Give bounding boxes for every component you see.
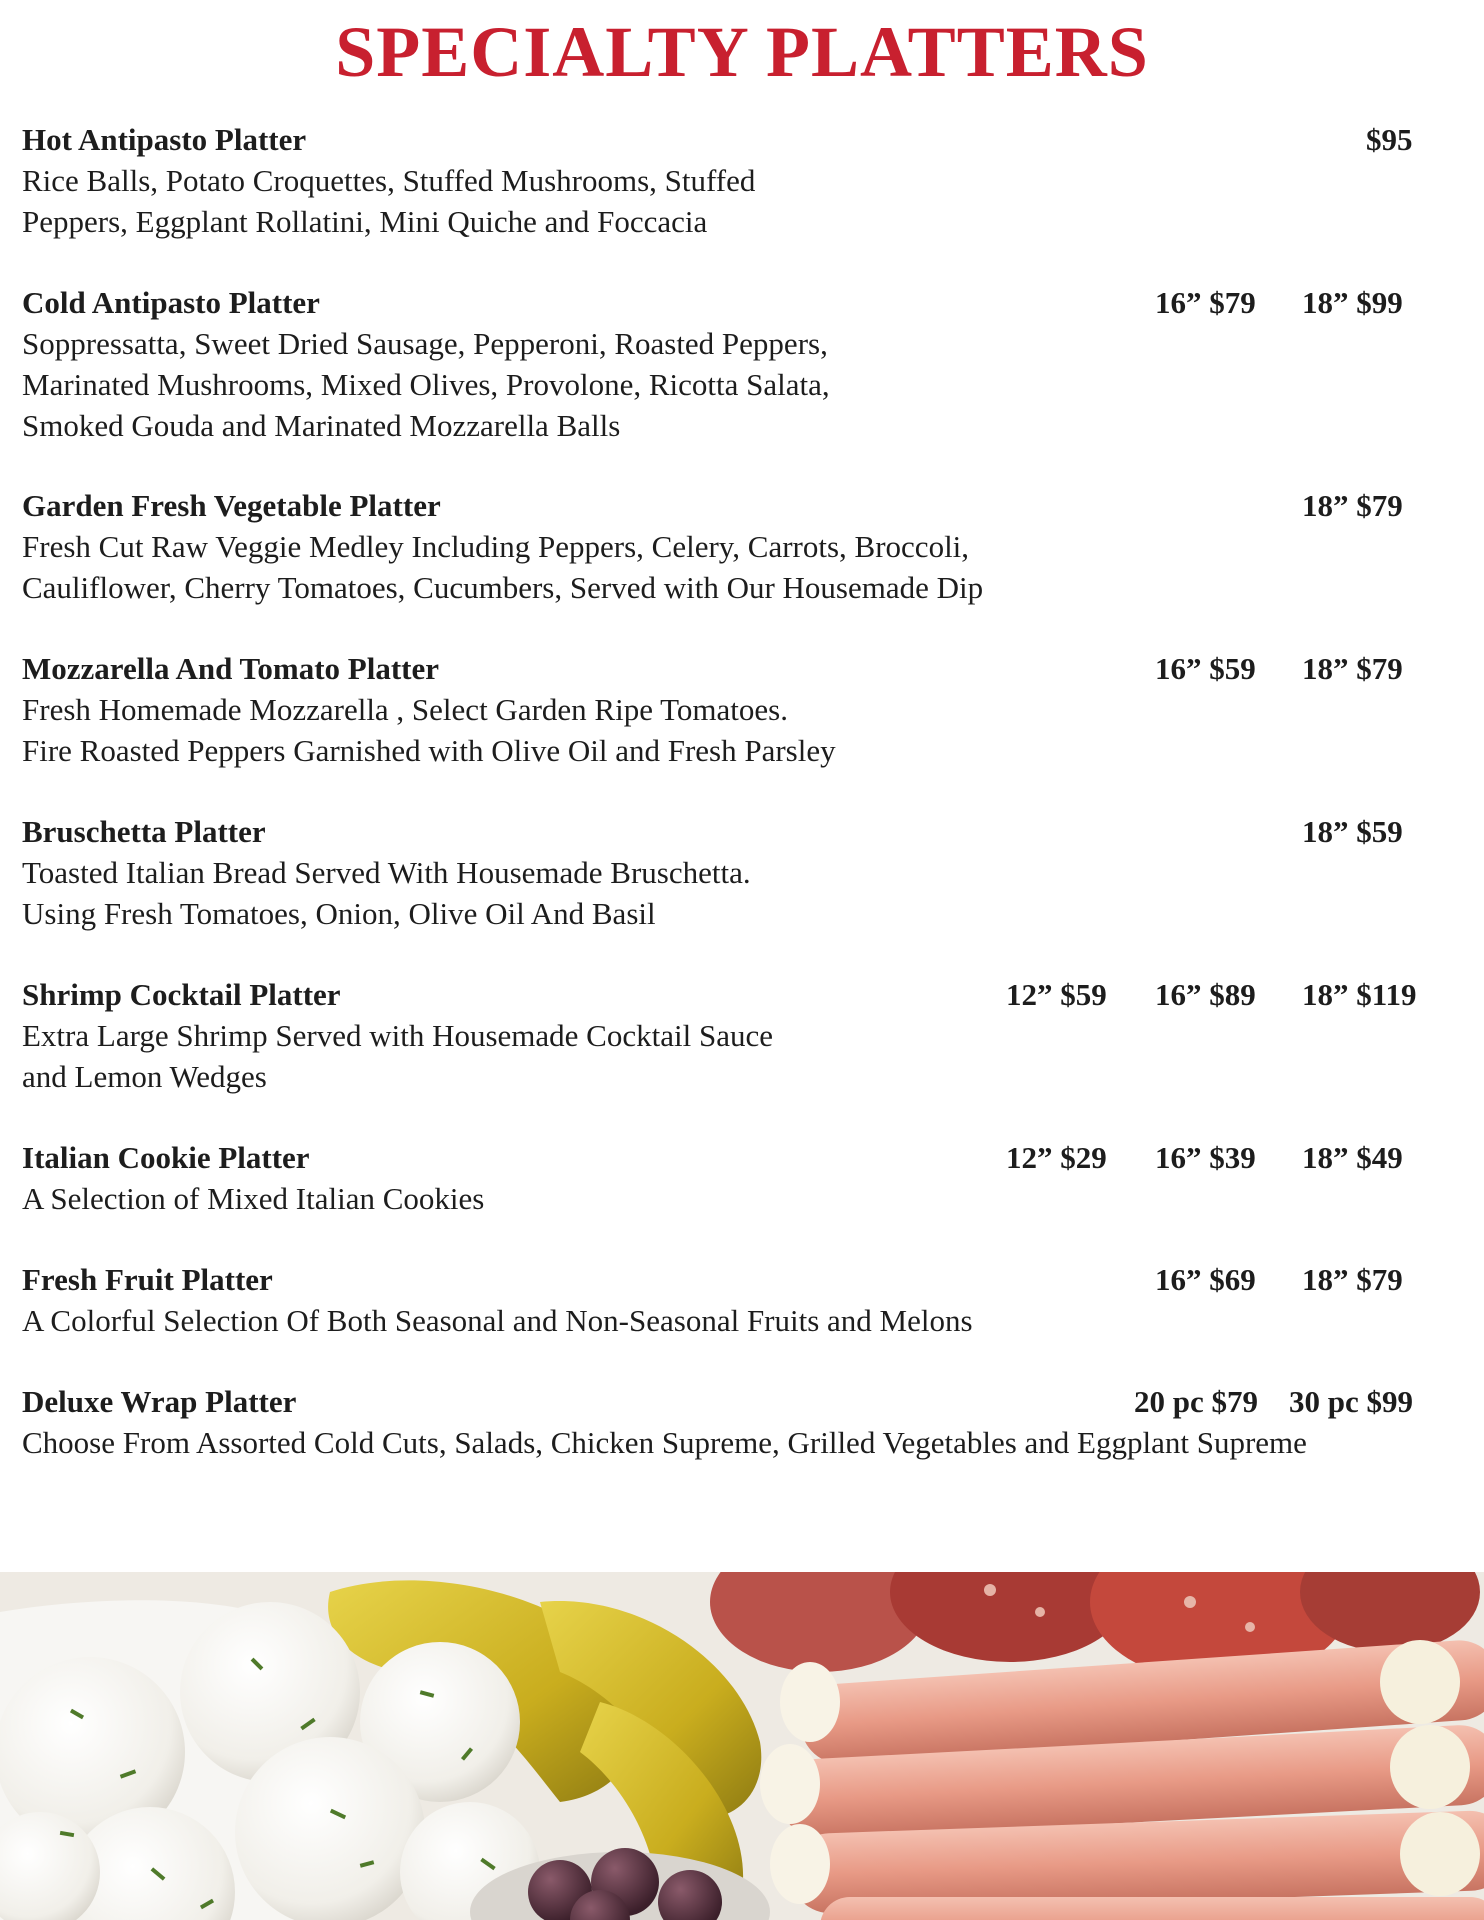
item-name: Garden Fresh Vegetable Platter bbox=[22, 488, 441, 523]
menu-item-shrimp-cocktail bbox=[22, 975, 1462, 1097]
item-description: Soppressatta, Sweet Dried Sausage, Pepperoni, Roasted Peppers, Marinated Mushrooms, Mixed Olives, Provolone, Ricotta Salata, Smoked Gouda and Marinated Mozzarella Balls bbox=[22, 326, 830, 443]
price-tier-3: 18” $119 bbox=[1302, 977, 1417, 1012]
item-description: A Selection of Mixed Italian Cookies bbox=[22, 1181, 485, 1216]
item-prices bbox=[22, 812, 1462, 852]
price-tier-2: 16” $69 bbox=[1155, 1262, 1256, 1297]
price-tier-2: 20 pc $79 bbox=[1134, 1384, 1258, 1419]
item-name: Shrimp Cocktail Platter bbox=[22, 977, 341, 1012]
item-prices bbox=[22, 486, 1462, 526]
price-tier-2: 16” $39 bbox=[1155, 1140, 1256, 1175]
price-tier-2: 16” $79 bbox=[1155, 285, 1256, 320]
page-title: SPECIALTY PLATTERS bbox=[335, 12, 1149, 92]
item-description: Fresh Homemade Mozzarella , Select Garden Ripe Tomatoes. Fire Roasted Peppers Garnished with Olive Oil and Fresh Parsley bbox=[22, 692, 836, 768]
item-prices bbox=[22, 1260, 1462, 1300]
item-name: Cold Antipasto Platter bbox=[22, 285, 320, 320]
item-description: Choose From Assorted Cold Cuts, Salads, Chicken Supreme, Grilled Vegetables and Eggplant Supreme bbox=[22, 1425, 1307, 1460]
menu-item-fresh-fruit bbox=[22, 1260, 1462, 1341]
item-name: Italian Cookie Platter bbox=[22, 1140, 310, 1175]
price-tier-3: $95 bbox=[1366, 122, 1413, 157]
menu-item-garden-vegetable bbox=[22, 486, 1462, 608]
antipasto-illustration bbox=[0, 1572, 1484, 1920]
price-tier-1: 12” $59 bbox=[1006, 977, 1107, 1012]
price-tier-3: 30 pc $99 bbox=[1289, 1384, 1413, 1419]
price-tier-3: 18” $79 bbox=[1302, 488, 1403, 523]
price-tier-2: 16” $89 bbox=[1155, 977, 1256, 1012]
price-tier-3: 18” $49 bbox=[1302, 1140, 1403, 1175]
menu-item-deluxe-wrap bbox=[22, 1382, 1462, 1463]
item-prices bbox=[22, 120, 1462, 160]
menu-item-mozzarella-tomato bbox=[22, 649, 1462, 771]
menu-item-bruschetta bbox=[22, 812, 1462, 934]
item-name: Mozzarella And Tomato Platter bbox=[22, 651, 440, 686]
item-prices bbox=[22, 1382, 1462, 1422]
item-description: Extra Large Shrimp Served with Housemade Cocktail Sauce and Lemon Wedges bbox=[22, 1018, 773, 1094]
item-prices bbox=[22, 975, 1462, 1015]
price-tier-3: 18” $99 bbox=[1302, 285, 1403, 320]
price-tier-3: 18” $79 bbox=[1302, 651, 1403, 686]
price-tier-2: 16” $59 bbox=[1155, 651, 1256, 686]
item-name: Hot Antipasto Platter bbox=[22, 122, 307, 157]
menu-item-hot-antipasto bbox=[22, 120, 1462, 242]
item-prices bbox=[22, 1138, 1462, 1178]
antipasto-photo bbox=[0, 1572, 1484, 1920]
item-prices bbox=[22, 283, 1462, 323]
price-tier-3: 18” $59 bbox=[1302, 814, 1403, 849]
item-name: Deluxe Wrap Platter bbox=[22, 1384, 297, 1419]
price-tier-1: 12” $29 bbox=[1006, 1140, 1107, 1175]
item-description: Fresh Cut Raw Veggie Medley Including Peppers, Celery, Carrots, Broccoli, Cauliflower, Cherry Tomatoes, Cucumbers, Served with Our Housemade Dip bbox=[22, 529, 984, 605]
item-name: Fresh Fruit Platter bbox=[22, 1262, 273, 1297]
item-name: Bruschetta Platter bbox=[22, 814, 266, 849]
menu-item-cold-antipasto bbox=[22, 283, 1462, 446]
price-tier-3: 18” $79 bbox=[1302, 1262, 1403, 1297]
item-description: A Colorful Selection Of Both Seasonal and Non-Seasonal Fruits and Melons bbox=[22, 1303, 973, 1338]
item-description: Toasted Italian Bread Served With Housemade Bruschetta. Using Fresh Tomatoes, Onion, Olive Oil And Basil bbox=[22, 855, 751, 931]
item-prices bbox=[22, 649, 1462, 689]
item-description: Rice Balls, Potato Croquettes, Stuffed Mushrooms, Stuffed Peppers, Eggplant Rollatini, Mini Quiche and Foccacia bbox=[22, 163, 756, 239]
menu-item-italian-cookie bbox=[22, 1138, 1462, 1219]
